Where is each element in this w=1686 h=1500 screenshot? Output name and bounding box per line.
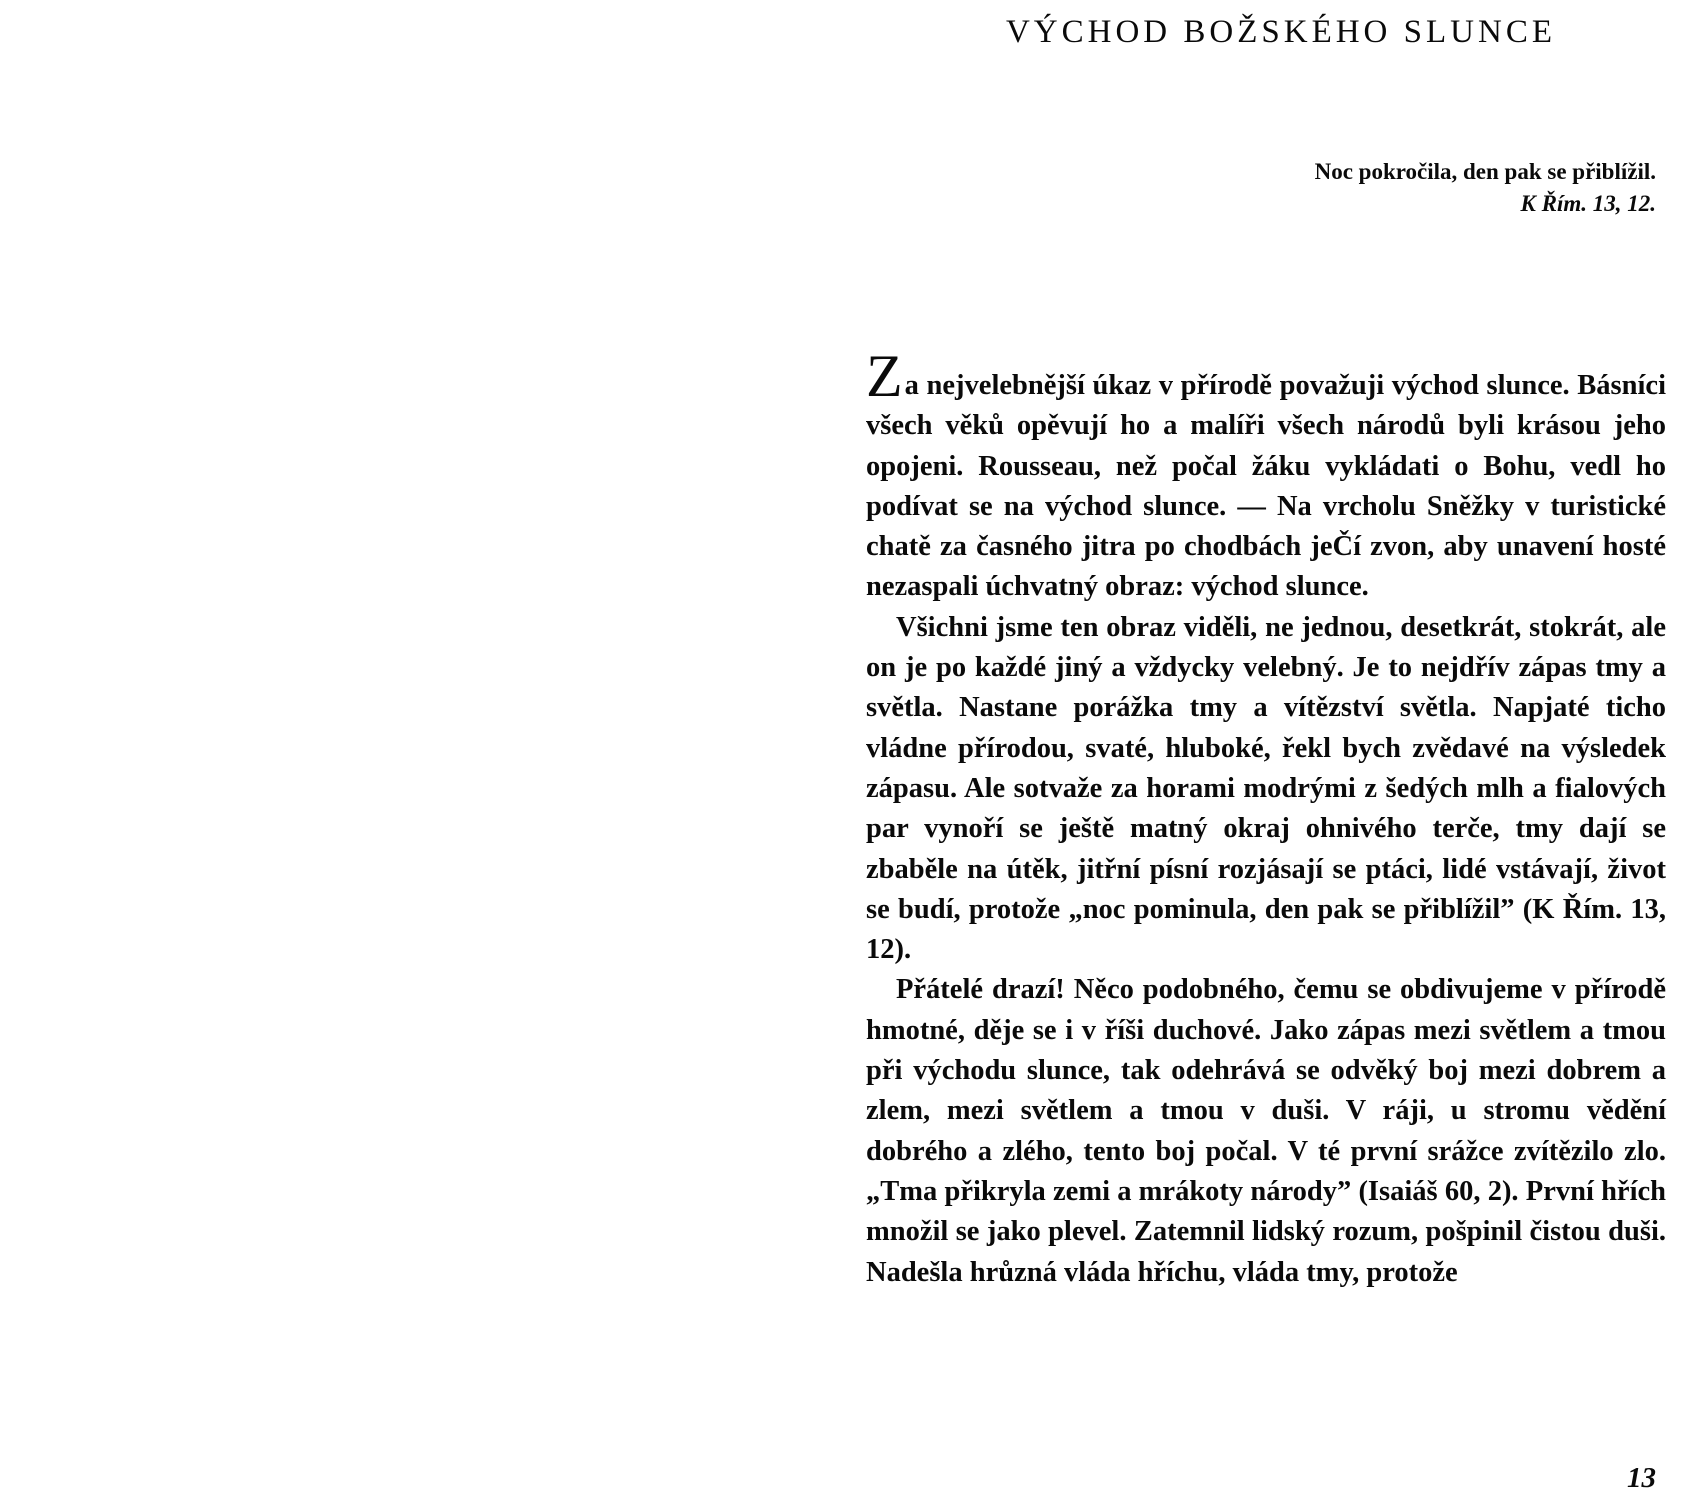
body-text (866, 343, 1666, 1293)
page-number: 13 (1627, 1462, 1656, 1494)
book-page (866, 0, 1666, 1500)
paragraph-1 (866, 343, 1666, 608)
epigraph (1056, 156, 1656, 220)
epigraph-text: Noc pokročila, den pak se přiblížil. (1314, 159, 1656, 184)
epigraph-reference: K Řím. 13, 12. (1520, 191, 1656, 216)
paragraph-2: Všichni jsme ten obraz viděli, ne jednou, desetkrát, stokrát, ale on je po každé jiný a vždycky velebný. Je to nejdřív zápas tmy a světla. Nastane porážka tmy a vítězství světla. Napjaté ticho vládne přírodou, svaté, hluboké, řekl bych zvědavé na výsledek zápasu. Ale sotvaže za horami modrými z šedých mlh a fialových par vynoří se ještě matný okraj ohnivého terče, tmy dají se zbaběle na útěk, jitřní písní rozjásají se ptáci, lidé vstávají, život se budí, protože „noc pominula, den pak se přiblížil” (K Řím. 13, 12). (866, 611, 1666, 966)
chapter-title: VÝCHOD BOŽSKÉHO SLUNCE (1005, 14, 1556, 50)
paragraph-1-text: a nejvelebnější úkaz v přírodě považuji východ slunce. Básníci všech věků opěvují ho a malíři všech národů byli krásou jeho opojeni. Rousseau, než počal žáku vykládati o Bohu, vedl ho podívat se na východ slunce. — Na vrcholu Sněžky v turistické chatě za časného jitra po chodbách jeČí zvon, aby unavení hosté nezaspali úchvatný obraz: východ slunce. (866, 370, 1666, 603)
paragraph-3: Přátelé drazí! Něco podobného, čemu se obdivujeme v přírodě hmotné, děje se i v říši duchové. Jako zápas mezi světlem a tmou při východu slunce, tak odehrává se odvěký boj mezi dobrem a zlem, mezi světlem a tmou v duši. V ráji, u stromu vědění dobrého a zlého, tento boj počal. V té první srážce zvítězilo zlo. „Tma přikryla zemi a mrákoty národy” (Isaiáš 60, 2). První hřích množil se jako plevel. Zatemnil lidský rozum, pošpinil čistou duši. Nadešla hrůzná vláda hříchu, vláda tmy, protože (866, 974, 1666, 1288)
drop-cap: Z (866, 343, 903, 409)
